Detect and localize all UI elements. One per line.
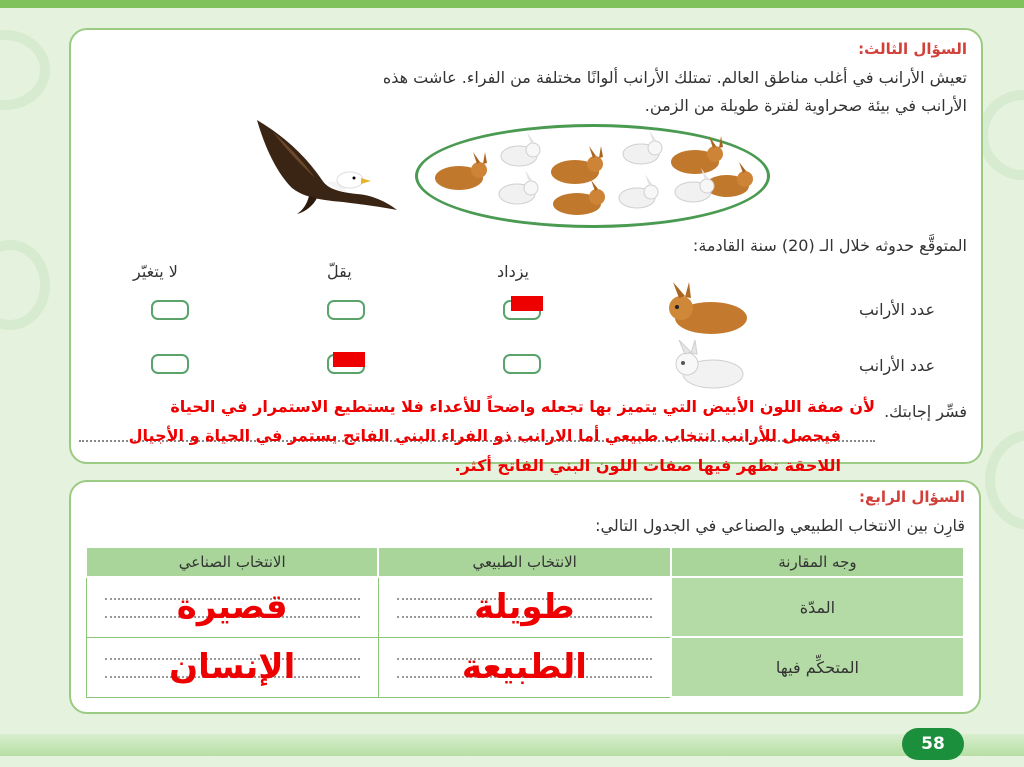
brown-rabbit-icon: [551, 146, 603, 184]
white-rabbit-icon: [623, 130, 662, 164]
table-cell-natural-duration[interactable]: [378, 577, 670, 637]
table-row-label-duration: المدّة: [671, 577, 964, 637]
table-row-label-controller: المتحكِّم فيها: [671, 637, 964, 697]
expected-change-prompt: المتوقَّع حدوثه خلال الـ (20) سنة القادمة:: [692, 236, 967, 255]
table-cell-artificial-duration[interactable]: [86, 577, 378, 637]
rabbits-group-illustration: [431, 130, 761, 222]
background-ring: [0, 240, 50, 330]
question-4-title: السؤال الرابع:: [859, 488, 965, 506]
white-rabbits-increase-checkbox[interactable]: [503, 354, 541, 374]
question-3-panel: [69, 28, 983, 475]
white-rabbit-icon: [501, 132, 540, 166]
answer-natural-duration: طويلة: [474, 587, 575, 628]
white-rabbit-icon: [667, 340, 747, 392]
brown-rabbit-icon: [671, 136, 723, 174]
brown-rabbits-increase-mark: [511, 296, 543, 311]
top-bar: [0, 0, 1024, 8]
table-header-artificial: الانتخاب الصناعي: [86, 547, 378, 577]
answer-line-3: اللاحقة تظهر فيها صفات اللون البني الفاتح أكثر.: [454, 456, 841, 475]
row-label-white-rabbits: عدد الأرانب: [858, 356, 935, 375]
footer-stripe: [0, 734, 1024, 756]
option-header-decrease: يقلّ: [327, 262, 352, 281]
table-cell-artificial-controller[interactable]: [86, 637, 378, 697]
explain-label: فسِّر إجابتك.: [884, 402, 967, 421]
brown-rabbit-icon: [659, 282, 751, 338]
answer-line-2: فيحصل للأرانب انتخاب طبيعي أما الارانب ذو الفراء البني الفاتح يستمر في الحياة و الأجيال: [128, 426, 841, 445]
answer-artificial-controller: الإنسان: [169, 647, 296, 687]
background-ring: [978, 90, 1024, 180]
page-footer: [0, 722, 1024, 767]
question-4-prompt: قارِن بين الانتخاب الطبيعي والصناعي في الجدول التالي:: [595, 516, 965, 535]
comparison-table: [85, 546, 965, 698]
brown-rabbit-icon: [553, 180, 605, 215]
white-rabbit-icon: [499, 170, 538, 204]
row-label-brown-rabbits: عدد الأرانب: [858, 300, 935, 319]
white-rabbits-no-change-checkbox[interactable]: [151, 354, 189, 374]
table-cell-natural-controller[interactable]: [378, 637, 670, 697]
answer-line-1: لأن صفة اللون الأبيض التي يتميز بها تجعله واضحاً للأعداء فلا يستطيع الاستمرار في الحياة: [170, 397, 875, 416]
option-header-increase: يزداد: [497, 262, 529, 281]
background-ring: [985, 430, 1024, 530]
question-3-title: السؤال الثالث:: [858, 40, 967, 58]
option-header-no-change: لا يتغيّر: [133, 262, 178, 281]
brown-rabbit-icon: [435, 152, 487, 190]
question-3-intro-line-1: تعيش الأرانب في أغلب مناطق العالم. تمتلك الأرانب ألوانًا مختلفة من الفراء. عاشت هذه: [382, 68, 967, 87]
answer-natural-controller: الطبيعة: [461, 647, 587, 687]
table-header-natural: الانتخاب الطبيعي: [378, 547, 670, 577]
white-rabbits-decrease-mark: [333, 352, 365, 367]
background-ring: [0, 30, 50, 110]
white-rabbit-icon: [619, 174, 658, 208]
brown-rabbits-decrease-checkbox[interactable]: [327, 300, 365, 320]
table-header-aspect: وجه المقارنة: [671, 547, 964, 577]
question-3-intro-line-2: الأرانب في بيئة صحراوية لفترة طويلة من الزمن.: [644, 96, 967, 115]
answer-artificial-duration: قصيرة: [176, 587, 288, 628]
page-number: 58: [902, 728, 964, 760]
question-4-panel: [69, 480, 981, 714]
eagle-illustration: [247, 118, 407, 218]
brown-rabbits-no-change-checkbox[interactable]: [151, 300, 189, 320]
